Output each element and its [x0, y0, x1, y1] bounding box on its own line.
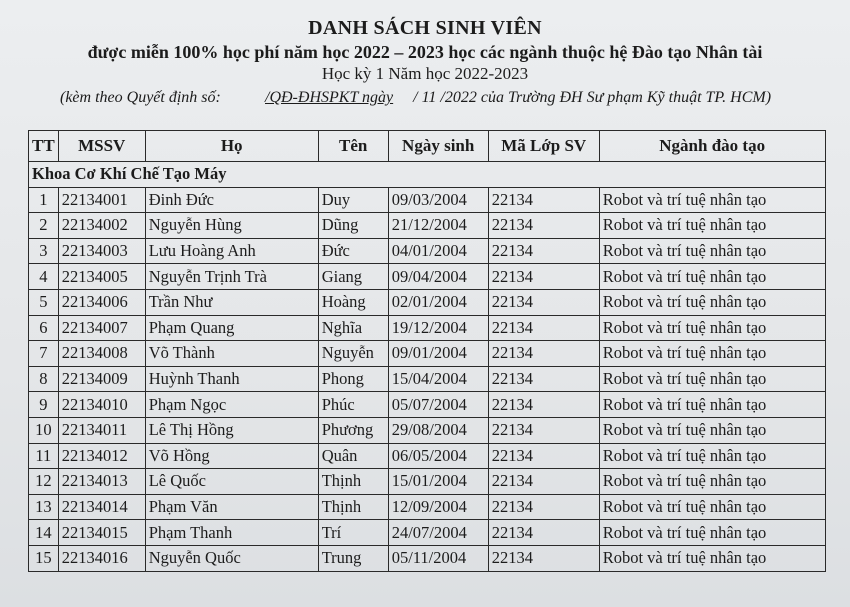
cell-nganh: Robot và trí tuệ nhân tạo: [599, 417, 825, 443]
column-header-ma-lop: Mã Lớp SV: [488, 131, 599, 162]
cell-nganh: Robot và trí tuệ nhân tạo: [599, 443, 825, 469]
table-row: [29, 392, 826, 418]
cell-ma-lop: 22134: [488, 494, 599, 520]
cell-ho: Võ Thành: [145, 341, 318, 367]
cell-tt: 6: [29, 315, 59, 341]
cell-mssv: 22134008: [58, 341, 145, 367]
cell-ten: Phúc: [318, 392, 388, 418]
cell-mssv: 22134009: [58, 366, 145, 392]
cell-ten: Trí: [318, 520, 388, 546]
table-row: [29, 443, 826, 469]
cell-ho: Phạm Văn: [145, 494, 318, 520]
cell-ho: Lê Thị Hồng: [145, 417, 318, 443]
table-row: [29, 341, 826, 367]
cell-ten: Nghĩa: [318, 315, 388, 341]
cell-ngay-sinh: 29/08/2004: [388, 417, 488, 443]
decision-suffix: / 11 /2022 của Trường ĐH Sư phạm Kỹ thuật TP. HCM): [413, 89, 772, 106]
cell-mssv: 22134013: [58, 469, 145, 495]
cell-ma-lop: 22134: [488, 238, 599, 264]
cell-ngay-sinh: 15/04/2004: [388, 366, 488, 392]
cell-ho: Phạm Thanh: [145, 520, 318, 546]
table-row: [29, 187, 826, 213]
cell-tt: 3: [29, 238, 59, 264]
column-header-ten: Tên: [318, 131, 388, 162]
cell-mssv: 22134007: [58, 315, 145, 341]
table-row: [29, 494, 826, 520]
cell-tt: 2: [29, 213, 59, 239]
cell-nganh: Robot và trí tuệ nhân tạo: [599, 238, 825, 264]
cell-nganh: Robot và trí tuệ nhân tạo: [599, 187, 825, 213]
cell-ten: Đức: [318, 238, 388, 264]
table-row: [29, 366, 826, 392]
cell-ho: Nguyễn Hùng: [145, 213, 318, 239]
document-subtitle: được miễn 100% học phí năm học 2022 – 2023 học các ngành thuộc hệ Đào tạo Nhân tài: [87, 42, 763, 62]
cell-nganh: Robot và trí tuệ nhân tạo: [599, 213, 825, 239]
student-table: [28, 130, 826, 572]
cell-nganh: Robot và trí tuệ nhân tạo: [599, 469, 825, 495]
faculty-label: Khoa Cơ Khí Chế Tạo Máy: [29, 162, 826, 188]
cell-ten: Thịnh: [318, 469, 388, 495]
cell-ho: Đinh Đức: [145, 187, 318, 213]
cell-mssv: 22134010: [58, 392, 145, 418]
column-header-ho: Họ: [145, 131, 318, 162]
decision-number: /QĐ-ĐHSPKT ngày: [265, 89, 394, 106]
cell-ten: Phong: [318, 366, 388, 392]
cell-ten: Hoàng: [318, 289, 388, 315]
cell-ngay-sinh: 04/01/2004: [388, 238, 488, 264]
cell-ho: Trần Như: [145, 289, 318, 315]
cell-ho: Nguyễn Trịnh Trà: [145, 264, 318, 290]
cell-ten: Giang: [318, 264, 388, 290]
cell-mssv: 22134002: [58, 213, 145, 239]
column-header-mssv: MSSV: [58, 131, 145, 162]
cell-nganh: Robot và trí tuệ nhân tạo: [599, 289, 825, 315]
cell-ma-lop: 22134: [488, 187, 599, 213]
cell-mssv: 22134006: [58, 289, 145, 315]
cell-ma-lop: 22134: [488, 443, 599, 469]
cell-mssv: 22134011: [58, 417, 145, 443]
cell-ngay-sinh: 09/01/2004: [388, 341, 488, 367]
cell-ma-lop: 22134: [488, 545, 599, 571]
cell-ngay-sinh: 24/07/2004: [388, 520, 488, 546]
cell-tt: 8: [29, 366, 59, 392]
semester-line: Học kỳ 1 Năm học 2022-2023: [321, 64, 529, 83]
cell-tt: 15: [29, 545, 59, 571]
cell-tt: 11: [29, 443, 59, 469]
cell-nganh: Robot và trí tuệ nhân tạo: [599, 545, 825, 571]
cell-ngay-sinh: 09/03/2004: [388, 187, 488, 213]
cell-ma-lop: 22134: [488, 264, 599, 290]
cell-ho: Võ Hồng: [145, 443, 318, 469]
faculty-row: [29, 162, 826, 188]
table-row: [29, 315, 826, 341]
decision-line: [60, 89, 820, 107]
cell-tt: 13: [29, 494, 59, 520]
cell-tt: 1: [29, 187, 59, 213]
cell-ten: Nguyễn: [318, 341, 388, 367]
table-row: [29, 264, 826, 290]
cell-mssv: 22134012: [58, 443, 145, 469]
cell-ma-lop: 22134: [488, 366, 599, 392]
cell-ngay-sinh: 15/01/2004: [388, 469, 488, 495]
cell-tt: 7: [29, 341, 59, 367]
cell-ngay-sinh: 09/04/2004: [388, 264, 488, 290]
cell-ten: Quân: [318, 443, 388, 469]
table-row: [29, 213, 826, 239]
cell-ma-lop: 22134: [488, 469, 599, 495]
cell-mssv: 22134015: [58, 520, 145, 546]
cell-tt: 14: [29, 520, 59, 546]
cell-nganh: Robot và trí tuệ nhân tạo: [599, 494, 825, 520]
column-header-tt: TT: [29, 131, 59, 162]
cell-tt: 5: [29, 289, 59, 315]
cell-ho: Nguyễn Quốc: [145, 545, 318, 571]
cell-ho: Lưu Hoàng Anh: [145, 238, 318, 264]
cell-nganh: Robot và trí tuệ nhân tạo: [599, 520, 825, 546]
cell-ma-lop: 22134: [488, 289, 599, 315]
cell-mssv: 22134016: [58, 545, 145, 571]
cell-ma-lop: 22134: [488, 520, 599, 546]
table-row: [29, 469, 826, 495]
cell-ho: Phạm Ngọc: [145, 392, 318, 418]
cell-ngay-sinh: 21/12/2004: [388, 213, 488, 239]
cell-mssv: 22134014: [58, 494, 145, 520]
cell-nganh: Robot và trí tuệ nhân tạo: [599, 264, 825, 290]
cell-ma-lop: 22134: [488, 341, 599, 367]
cell-ten: Phương: [318, 417, 388, 443]
cell-nganh: Robot và trí tuệ nhân tạo: [599, 341, 825, 367]
cell-ngay-sinh: 02/01/2004: [388, 289, 488, 315]
table-row: [29, 238, 826, 264]
cell-tt: 4: [29, 264, 59, 290]
cell-ho: Huỳnh Thanh: [145, 366, 318, 392]
cell-tt: 12: [29, 469, 59, 495]
table-row: [29, 545, 826, 571]
cell-ten: Trung: [318, 545, 388, 571]
cell-mssv: 22134005: [58, 264, 145, 290]
table-row: [29, 289, 826, 315]
cell-ho: Phạm Quang: [145, 315, 318, 341]
document-title: DANH SÁCH SINH VIÊN: [308, 17, 542, 39]
cell-mssv: 22134001: [58, 187, 145, 213]
cell-ten: Thịnh: [318, 494, 388, 520]
column-header-nganh: Ngành đào tạo: [599, 131, 825, 162]
cell-ngay-sinh: 05/07/2004: [388, 392, 488, 418]
cell-ma-lop: 22134: [488, 315, 599, 341]
cell-ma-lop: 22134: [488, 417, 599, 443]
cell-ten: Duy: [318, 187, 388, 213]
cell-ma-lop: 22134: [488, 213, 599, 239]
cell-tt: 10: [29, 417, 59, 443]
cell-ngay-sinh: 12/09/2004: [388, 494, 488, 520]
cell-ngay-sinh: 06/05/2004: [388, 443, 488, 469]
cell-ten: Dũng: [318, 213, 388, 239]
cell-ma-lop: 22134: [488, 392, 599, 418]
cell-mssv: 22134003: [58, 238, 145, 264]
table-row: [29, 520, 826, 546]
cell-ho: Lê Quốc: [145, 469, 318, 495]
cell-nganh: Robot và trí tuệ nhân tạo: [599, 392, 825, 418]
table-row: [29, 417, 826, 443]
cell-ngay-sinh: 05/11/2004: [388, 545, 488, 571]
cell-tt: 9: [29, 392, 59, 418]
cell-ngay-sinh: 19/12/2004: [388, 315, 488, 341]
column-header-ngay-sinh: Ngày sinh: [388, 131, 488, 162]
decision-prefix: (kèm theo Quyết định số:: [60, 89, 221, 106]
cell-nganh: Robot và trí tuệ nhân tạo: [599, 366, 825, 392]
cell-nganh: Robot và trí tuệ nhân tạo: [599, 315, 825, 341]
table-header-row: [29, 131, 826, 162]
